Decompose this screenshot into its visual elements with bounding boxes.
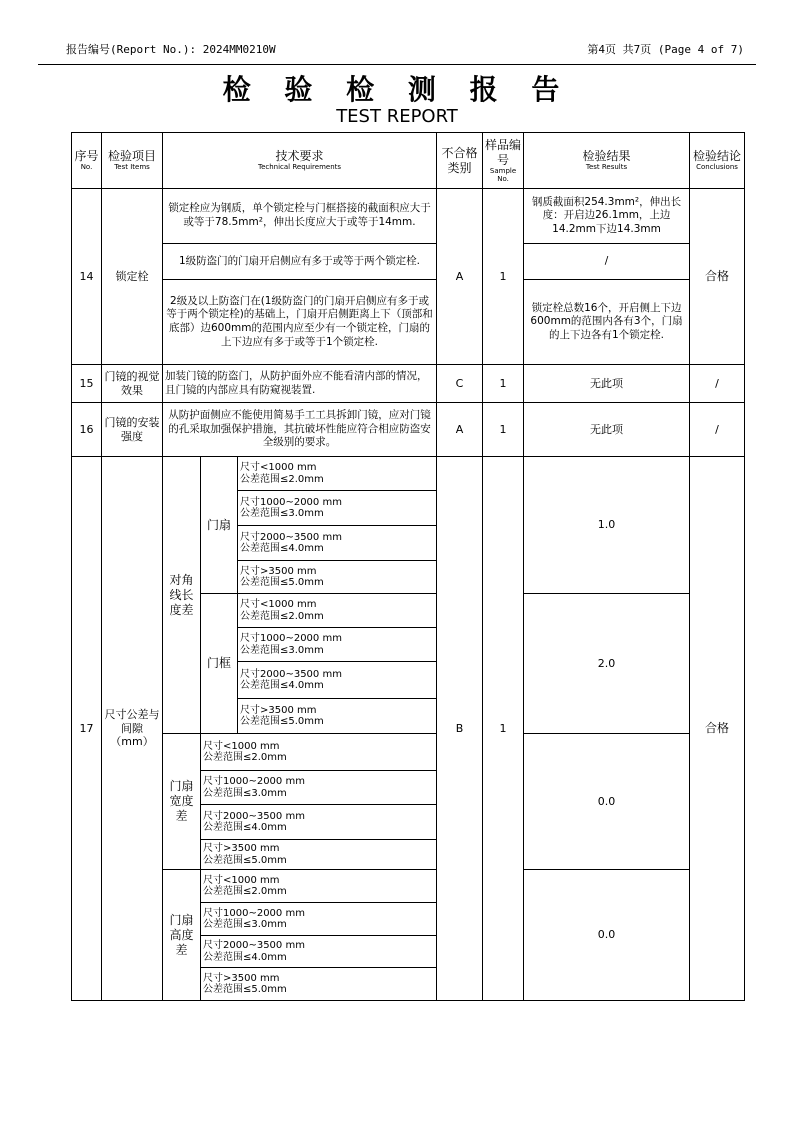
table-row <box>72 734 745 771</box>
row-category: A <box>437 189 483 365</box>
row-category: C <box>437 365 483 403</box>
requirement-text: 加装门镜的防盗门，从防护面外应不能看清内部的情况，且门镜的内部应具有防窥视装置. <box>163 365 437 403</box>
row-category: A <box>437 403 483 457</box>
row-no: 14 <box>72 189 102 365</box>
page-number: 第4页 共7页 (Page 4 of 7) <box>587 43 744 56</box>
result-frame-diagonal: 2.0 <box>524 594 690 734</box>
row-conclusion: / <box>690 403 745 457</box>
row-sample: 1 <box>483 365 524 403</box>
table-row <box>72 403 745 457</box>
row-conclusion: 合格 <box>690 189 745 365</box>
row-category: B <box>437 457 483 1001</box>
requirement-text: 从防护面侧应不能使用简易手工工具拆卸门镜，应对门镜的孔采取加强保护措施，其抗破坏性能应符合相应防盗安全级别的要求。 <box>163 403 437 457</box>
size-spec: 尺寸1000~2000 mm 公差范围≤3.0mm <box>238 628 437 662</box>
table-row <box>72 189 745 244</box>
size-spec: 尺寸2000~3500 mm 公差范围≤4.0mm <box>238 662 437 699</box>
size-spec: 尺寸>3500 mm 公差范围≤5.0mm <box>201 840 437 870</box>
page-header <box>66 41 744 59</box>
result-width-diff: 0.0 <box>524 734 690 870</box>
row-no: 17 <box>72 457 102 1001</box>
size-spec: 尺寸>3500 mm 公差范围≤5.0mm <box>238 699 437 734</box>
requirement-text: 锁定栓应为钢质，单个锁定栓与门框搭接的截面积应大于或等于78.5mm²，伸出长度应大于或等于14mm. <box>163 189 437 244</box>
row-item: 门镜的视觉效果 <box>102 365 163 403</box>
requirement-text: 2级及以上防盗门在(1级防盗门的门扇开启侧应有多于或等于两个锁定栓)的基础上，门扇开启侧距离上下（顶部和底部）边600mm的范围内应至少有一个锁定栓，门扇的上下边应有多于或等于1个锁定栓. <box>163 280 437 365</box>
report-number: 报告编号(Report No.): 2024MM0210W <box>66 43 276 56</box>
row-conclusion: 合格 <box>690 457 745 1001</box>
row-sample: 1 <box>483 189 524 365</box>
group-width-label: 门扇宽度差 <box>163 734 201 870</box>
group-height-label: 门扇高度差 <box>163 870 201 1001</box>
col-seq: 序号 No. <box>72 133 102 189</box>
table-row <box>72 280 745 365</box>
row-no: 16 <box>72 403 102 457</box>
col-requirements: 技术要求 Technical Requirements <box>163 133 437 189</box>
row-item: 锁定栓 <box>102 189 163 365</box>
col-sample: 样品编号 Sample No. <box>483 133 524 189</box>
result-sash-diagonal: 1.0 <box>524 457 690 594</box>
row-item: 尺寸公差与间隙（mm） <box>102 457 163 1001</box>
size-spec: 尺寸<1000 mm 公差范围≤2.0mm <box>201 870 437 903</box>
group-frame-label: 门框 <box>201 594 238 734</box>
size-spec: 尺寸<1000 mm 公差范围≤2.0mm <box>238 594 437 628</box>
size-spec: 尺寸2000~3500 mm 公差范围≤4.0mm <box>201 805 437 840</box>
table-row <box>72 244 745 280</box>
col-conclusion: 检验结论 Conclusions <box>690 133 745 189</box>
header-divider <box>38 64 756 65</box>
table-row <box>72 457 745 491</box>
table-header-row <box>72 133 745 189</box>
size-spec: 尺寸1000~2000 mm 公差范围≤3.0mm <box>201 903 437 936</box>
row-conclusion: / <box>690 365 745 403</box>
result-text: 钢质截面积254.3mm²，伸出长度：开启边26.1mm，上边14.2mm下边14.3mm <box>524 189 690 244</box>
table-row <box>72 365 745 403</box>
test-results-table <box>71 132 745 1001</box>
col-item: 检验项目 Test Items <box>102 133 163 189</box>
result-text: 无此项 <box>524 365 690 403</box>
result-text: 无此项 <box>524 403 690 457</box>
size-spec: 尺寸>3500 mm 公差范围≤5.0mm <box>238 561 437 594</box>
row-item: 门镜的安装强度 <box>102 403 163 457</box>
row-sample: 1 <box>483 403 524 457</box>
result-text: 锁定栓总数16个，开启侧上下边600mm的范围内各有3个，门扇的上下边各有1个锁定栓. <box>524 280 690 365</box>
requirement-text: 1级防盗门的门扇开启侧应有多于或等于两个锁定栓. <box>163 244 437 280</box>
row-sample: 1 <box>483 457 524 1001</box>
size-spec: 尺寸2000~3500 mm 公差范围≤4.0mm <box>238 526 437 561</box>
result-text: / <box>524 244 690 280</box>
size-spec: 尺寸>3500 mm 公差范围≤5.0mm <box>201 968 437 1001</box>
table-row <box>72 870 745 903</box>
report-title-cn: 检 验 检 测 报 告 <box>222 73 572 106</box>
col-result: 检验结果 Test Results <box>524 133 690 189</box>
report-title-en: TEST REPORT <box>336 106 458 127</box>
size-spec: 尺寸1000~2000 mm 公差范围≤3.0mm <box>238 491 437 526</box>
group-sash-label: 门扇 <box>201 457 238 594</box>
row-no: 15 <box>72 365 102 403</box>
size-spec: 尺寸2000~3500 mm 公差范围≤4.0mm <box>201 936 437 968</box>
group-diagonal-label: 对角线长度差 <box>163 457 201 734</box>
result-height-diff: 0.0 <box>524 870 690 1001</box>
size-spec: 尺寸<1000 mm 公差范围≤2.0mm <box>201 734 437 771</box>
col-category: 不合格类别 <box>437 133 483 189</box>
size-spec: 尺寸1000~2000 mm 公差范围≤3.0mm <box>201 771 437 805</box>
size-spec: 尺寸<1000 mm 公差范围≤2.0mm <box>238 457 437 491</box>
